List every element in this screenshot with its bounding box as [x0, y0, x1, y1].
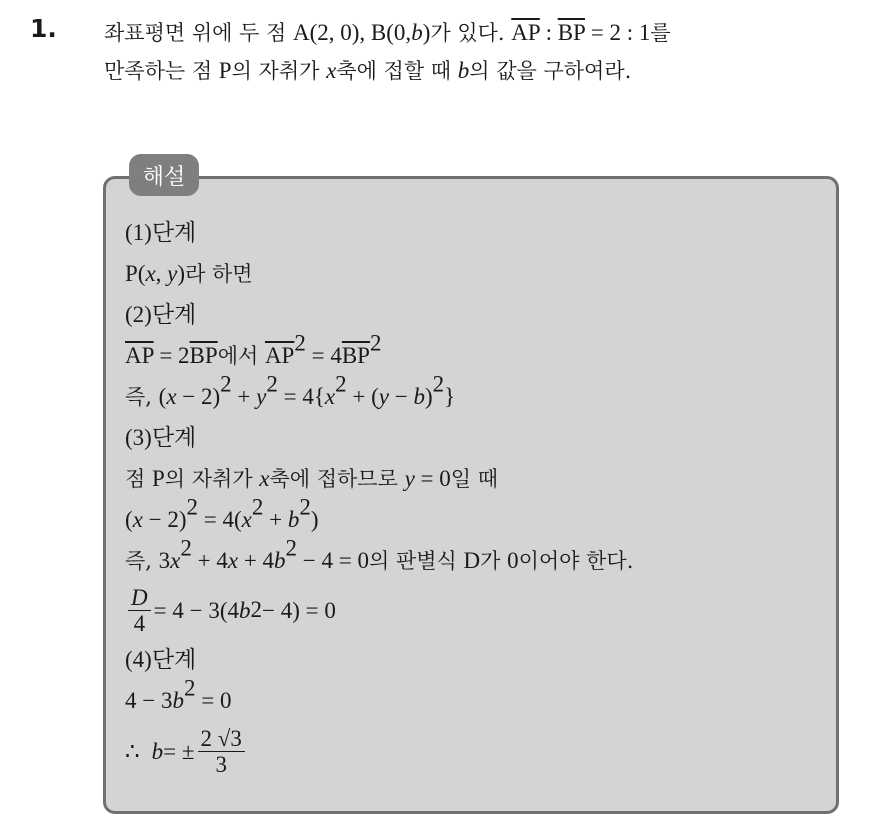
- problem-text: 가 있다.: [430, 21, 512, 45]
- var-b: b: [411, 20, 423, 45]
- math: ): [310, 507, 319, 532]
- var-b: b: [413, 384, 425, 409]
- math: + 4: [238, 548, 275, 573]
- var-y: y: [404, 466, 415, 491]
- math: + (: [346, 384, 379, 409]
- math: = 2: [153, 343, 190, 368]
- math: − 4 = 0: [297, 548, 369, 573]
- solution-content: [125, 212, 825, 781]
- math: = 4: [305, 343, 342, 368]
- point-p: P: [218, 58, 232, 83]
- text: 이어야 한다.: [518, 549, 634, 573]
- math: = 0: [195, 688, 232, 713]
- text: 의 자취가: [164, 467, 260, 491]
- exponent: 2: [299, 494, 311, 520]
- math: + 4: [191, 548, 228, 573]
- var-x: x: [241, 507, 252, 532]
- step-4-heading: [125, 639, 825, 680]
- problem-text: 의 값을 구하여라.: [469, 59, 632, 83]
- fraction-denominator: 3: [215, 751, 227, 777]
- discriminant-equation: $\frac{D}{4}$ = 4 − 3(4 b 2 − 4) = 0: [125, 581, 825, 639]
- text: 에서: [217, 344, 265, 368]
- fraction-numerator: 2 √3: [198, 726, 245, 752]
- var-x: x: [166, 384, 177, 409]
- equation-ratio: [125, 330, 825, 376]
- text: 점: [125, 467, 152, 491]
- text: 즉,: [125, 549, 159, 573]
- text: 즉,: [125, 385, 159, 409]
- text: 일 때: [450, 467, 499, 491]
- math: 3: [158, 548, 171, 573]
- exponent: 2: [183, 675, 196, 701]
- math: = 4 − 3(4: [153, 597, 239, 623]
- math: +: [263, 507, 288, 532]
- exponent: 2: [251, 494, 264, 520]
- step-2-heading: [125, 294, 825, 335]
- ratio-value: = 2 : 1: [584, 20, 651, 45]
- var-x: x: [324, 384, 336, 409]
- step-3-heading: [125, 417, 825, 458]
- solution-tag: 해설: [129, 154, 199, 196]
- exponent: 2: [266, 371, 278, 397]
- math: P(: [125, 261, 146, 286]
- step-label: (4)단계: [125, 647, 197, 672]
- var-x: x: [326, 58, 337, 83]
- quadratic-discriminant: [125, 535, 825, 581]
- exponent: 2: [369, 330, 382, 356]
- var-b: b: [274, 548, 286, 573]
- math: (: [158, 384, 167, 409]
- var-x: x: [259, 466, 270, 491]
- segment-bp: $\overline{BP}$: [341, 343, 370, 368]
- math: = 4{: [277, 384, 325, 409]
- var-y: y: [378, 384, 389, 409]
- problem-text: 좌표평면 위에 두 점: [104, 21, 293, 45]
- text: 가: [480, 549, 508, 573]
- segment-bp: $\overline{BP}$: [189, 343, 218, 368]
- segment-ap: $\overline{AP}$: [264, 343, 295, 368]
- math: ,: [155, 261, 168, 286]
- math: − 2): [142, 507, 187, 532]
- var-b: b: [172, 688, 184, 713]
- problem-text: 의 자취가: [231, 59, 327, 83]
- point-p: P: [151, 466, 165, 491]
- final-answer: [125, 721, 825, 781]
- problem-line-1: [104, 14, 874, 52]
- exponent: 2: [186, 494, 199, 520]
- var-x: x: [145, 261, 156, 286]
- text: 축에 접하므로: [269, 467, 405, 491]
- exponent: 2: [285, 535, 298, 561]
- paren: ): [422, 20, 431, 45]
- var-x: x: [170, 548, 181, 573]
- var-b: b: [238, 597, 251, 623]
- math: − 4) = 0: [261, 597, 336, 623]
- fraction-numerator: D: [128, 585, 151, 611]
- therefore-symbol: ∴: [125, 738, 140, 764]
- equation-expanded: [125, 371, 825, 417]
- math: ): [177, 261, 186, 286]
- step-label: (3)단계: [125, 425, 197, 450]
- set-point-line: [125, 253, 825, 294]
- step-1-heading: [125, 212, 825, 253]
- problem-text: 만족하는 점: [104, 59, 219, 83]
- var-x: x: [227, 548, 239, 573]
- answer-fraction: [198, 726, 245, 777]
- exponent: 2: [294, 330, 306, 356]
- var-y: y: [256, 384, 267, 409]
- exponent: 2: [180, 535, 192, 561]
- exponent: 2: [432, 371, 445, 397]
- fraction-denominator: 4: [133, 610, 146, 636]
- equation-substituted: [125, 494, 825, 540]
- math: 4 − 3: [125, 688, 173, 713]
- equation-b-squared: [125, 675, 825, 721]
- math: (: [125, 507, 133, 532]
- step-label: (2)단계: [125, 302, 197, 327]
- math: ): [424, 384, 433, 409]
- math: = 4(: [198, 507, 242, 532]
- segment-bp: $\overline{BP}$: [557, 20, 585, 45]
- discriminant-d: D: [463, 548, 481, 573]
- problem-text: 를: [650, 21, 671, 45]
- segment-ap: $\overline{AP}$: [125, 343, 154, 368]
- segment-ap: $\overline{AP}$: [511, 20, 540, 45]
- math: −: [388, 384, 414, 409]
- math: }: [444, 384, 456, 409]
- problem-statement: [104, 14, 874, 90]
- var-b: b: [457, 58, 470, 83]
- var-b: b: [287, 507, 300, 532]
- var-x: x: [132, 507, 143, 532]
- var-y: y: [167, 261, 178, 286]
- math: 0: [507, 548, 519, 573]
- math: +: [231, 384, 257, 409]
- step-label: (1)단계: [125, 220, 197, 245]
- math: = 0: [414, 466, 451, 491]
- problem-text: 축에 접할 때: [336, 59, 458, 83]
- exponent: 2: [335, 371, 347, 397]
- text: 의 판별식: [369, 549, 464, 573]
- tangent-condition: [125, 458, 825, 499]
- exponent: 2: [220, 371, 232, 397]
- fraction-d-over-4: [128, 585, 151, 636]
- var-b: b: [151, 738, 164, 764]
- problem-line-2: [104, 52, 874, 90]
- ratio-colon: :: [539, 20, 558, 45]
- question-number: 1.: [30, 14, 57, 43]
- math: = ±: [163, 738, 195, 764]
- point-coords: A(2, 0), B(0,: [293, 20, 412, 45]
- math: − 2): [176, 384, 221, 409]
- text: 라 하면: [185, 262, 253, 286]
